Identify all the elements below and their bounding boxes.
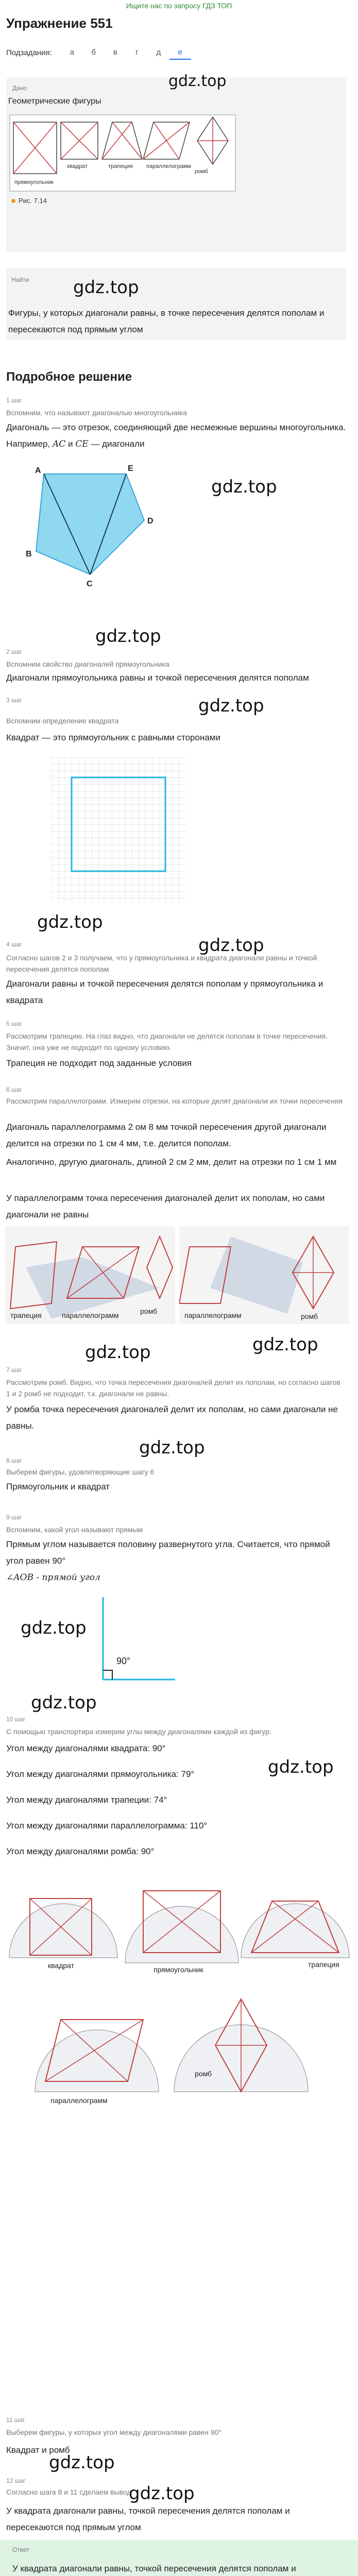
label-rectangle: прямоугольник [14,179,54,185]
step-7-hint: Рассмотрим ромб. Видно, что точка пересечения диагоналей делит их пополам, но согласно шагов 1 и 2 ромб не подходит, т.к. диагонали не равны. [6,1378,340,1398]
step-4-text: Диагонали равны и точкой пересечения делятся пополам у прямоугольника и квадрата [6,979,323,1005]
figure-ref: Рис. 7.14 [11,197,47,205]
right-angle-mark [103,1670,112,1680]
watermark: gdz.top [85,1342,151,1363]
step-9-hint: Вспомним, какой угол называют прямым [6,1526,143,1534]
step-1-text: Диагональ — это отрезок, соединяющий две несмежные вершины многоугольника. Например, AC и CE — диагонали [6,422,346,449]
protractor-rectangle [125,1891,238,1974]
watermark: gdz.top [37,912,103,933]
polygon-diagram [15,453,175,598]
step-10-line-4: Угол между диагоналями параллелограмма: 110° [6,1821,208,1831]
page-title: Упражнение 551 [6,15,113,31]
answer-text: У квадрата диагонали равны, точкой пересечения делятся пополам и [12,2564,296,2573]
step-4-label: 4 шаг [6,941,22,948]
step-9-text: Прямым углом называется половину развернутого угла. Считается, что прямой угол равен 90° [6,1539,330,1566]
step-5-text: Трапеция не подходит под заданные условия [6,1058,192,1068]
label-rhombus: ромб [301,1312,318,1320]
step-5-hint: Рассмотрим трапецию. На глаз видно, что диагонали не делятся пополам в точке пересечения. Значит, она уже не подходит по одному условию. [6,1032,328,1052]
step-10-label: 10 шаг [6,1716,26,1723]
label-rhombus: ромб [140,1307,158,1315]
label-square: квадрат [67,163,88,170]
step-10-hint: С помощью транспортира измерим углы между диагоналями каждой из фигур. [6,1727,271,1736]
watermark: gdz.top [211,477,277,497]
answer-card [0,2540,358,2576]
step-12-text: У квадрата диагонали равны, точкой пересечения делятся пополам и пересекаются под прямым углом [6,2506,290,2532]
watermark: gdz.top [95,626,161,647]
step-11-hint: Выберем фигуры, у которых угол между диагоналями равен 90° [6,2428,221,2436]
step-7-text: У ромба точка пересечения диагоналей делит их пополам, но сами диагонали не равны. [6,1404,338,1431]
step-12-label: 12 шаг [6,2477,26,2484]
watermark: gdz.top [21,1618,87,1638]
label-parallelogram: параллелограмм [184,1311,242,1319]
point-c: C [87,580,93,588]
label-rhombus: ромб [195,2070,212,2078]
step-6-text-c: У параллелограмм точка пересечения диагоналей делит их пополам, но сами диагонали не равны [6,1193,325,1219]
watermark: gdz.top [168,72,227,90]
step-3-text: Квадрат — это прямоугольник с равными сторонами [6,733,220,742]
step-2-text: Диагонали прямоугольника равны и точкой пересечения делятся пополам [6,673,309,683]
figures-illustration [9,114,236,192]
label-parallelogram: параллелограмм [62,1311,119,1319]
step-2-label: 2 шаг [6,648,22,655]
step-1-label: 1 шаг [6,397,22,404]
protractor-rhombus [174,1999,308,2092]
step-9-label: 9 шаг [6,1514,22,1521]
step-8-label: 8 шаг [6,1457,22,1464]
watermark: gdz.top [268,1757,334,1777]
step-5-label: 5 шаг [6,1020,22,1027]
point-b: B [26,550,32,558]
step-1-hint: Вспомним, что называют диагональю многоугольника [6,409,187,417]
step-10-line-2: Угол между диагоналями прямоугольника: 79° [6,1769,195,1779]
protractor-trapezoid [241,1901,349,1969]
step-8-text: Прямоугольник и квадрат [6,1482,110,1492]
step-11-label: 11 шаг [6,2416,25,2424]
find-text: Фигуры, у которых диагонали равны, в точке пересечения делятся пополам и пересекаются под прямым углом [8,308,325,334]
watermark: gdz.top [129,2483,195,2504]
tab-d[interactable]: г [135,48,139,57]
watermark: gdz.top [198,696,264,716]
watermark: gdz.top [139,1437,205,1458]
watermark: gdz.top [31,1692,97,1713]
label-trapezoid: трапеция [108,163,133,170]
condition-card [6,72,346,252]
condition-heading: Геометрические фигуры [8,97,101,106]
protractor-square [9,1899,117,1970]
step-6-label: 6 шаг [6,1086,22,1093]
subsections-label: Подзадания: [6,48,52,57]
answer-tag: Ответ [12,2546,29,2553]
watermark: gdz.top [252,1334,318,1355]
tab-b[interactable]: б [91,48,96,57]
parallelogram-ruler-figure [5,1226,175,1324]
step-10-line-1: Угол между диагоналями квадрата: 90° [6,1743,166,1753]
step-2-hint: Вспомним свойство диагоналей прямоугольника [6,660,169,668]
rhombus-ruler-figure [179,1226,349,1324]
find-card [6,268,346,340]
step-6-hint: Рассмотрим параллелограмм. Измерим отрезки, на которые делят диагонали их точки пересечения [6,1097,343,1105]
point-e: E [128,464,133,473]
step-3-label: 3 шаг [6,697,22,704]
label-trapezoid: трапеция [308,1960,339,1969]
tab-e[interactable]: д [156,48,161,57]
tab-a[interactable]: а [70,48,74,57]
figure-ref-dot [11,199,15,203]
label-rectangle: прямоугольник [154,1965,203,1974]
subsections-bar [6,45,191,60]
banner-link[interactable]: Ищите нас по запросу ГДЗ ТОП [126,2,232,10]
watermark: gdz.top [49,2452,115,2473]
solution-heading: Подробное решение [6,370,132,384]
step-7-label: 7 шаг [6,1366,22,1374]
point-d: D [147,517,154,526]
step-11-text: Квадрат и ромб [6,2445,70,2455]
square-grid-diagram [52,757,185,902]
find-tag: Найти [11,276,29,283]
pentagon-shape [36,474,144,574]
watermark: gdz.top [198,935,264,956]
top-banner[interactable] [0,0,358,11]
tab-f[interactable]: е [169,45,191,60]
point-a: A [35,466,41,475]
step-4-hint: Согласно шагов 2 и 3 получаем, что у прямоугольника и квадрата диагонали равны и точкой пересечения делятся пополам [6,954,317,973]
step-10-line-3: Угол между диагоналями трапеции: 74° [6,1795,167,1805]
right-angle-diagram [77,1587,180,1685]
step-6-text-a: Диагональ параллелограмма 2 ом 8 мм точкой пересечения другой диагонали делится на отрезки по 1 см 4 мм, т.е. делится пополам. [6,1122,327,1148]
label-parallelogram: параллелограмм [146,163,191,170]
step-3-hint: Вспомним определение квадрата [6,717,119,725]
label-trapezoid: трапеция [10,1311,42,1319]
condition-tag: Дано [12,84,27,92]
step-12-hint: Согласно шага 8 и 11 сделаем вывод [6,2488,131,2496]
watermark: gdz.top [73,277,139,298]
label-square: квадрат [48,1961,75,1970]
protractor-parallelogram [35,2020,159,2105]
angle-value: 90° [116,1656,131,1666]
protractor-figures [4,1870,354,2117]
tab-c[interactable]: в [113,48,117,57]
step-8-hint: Выберем фигуры, удовлетворяющие шагу 6 [6,1468,155,1476]
step-9-angle-text: ∠AOB - прямой угол [6,1572,100,1583]
step-10-line-5: Угол между диагоналями ромба: 90° [6,1846,155,1856]
label-rhombus: ромб [195,168,208,175]
label-parallelogram: параллелограмм [50,2096,108,2105]
step-6-text-b: Аналогично, другую диагональ, длиной 2 см 2 мм, делит на отрезки по 1 см 1 мм [6,1157,337,1167]
